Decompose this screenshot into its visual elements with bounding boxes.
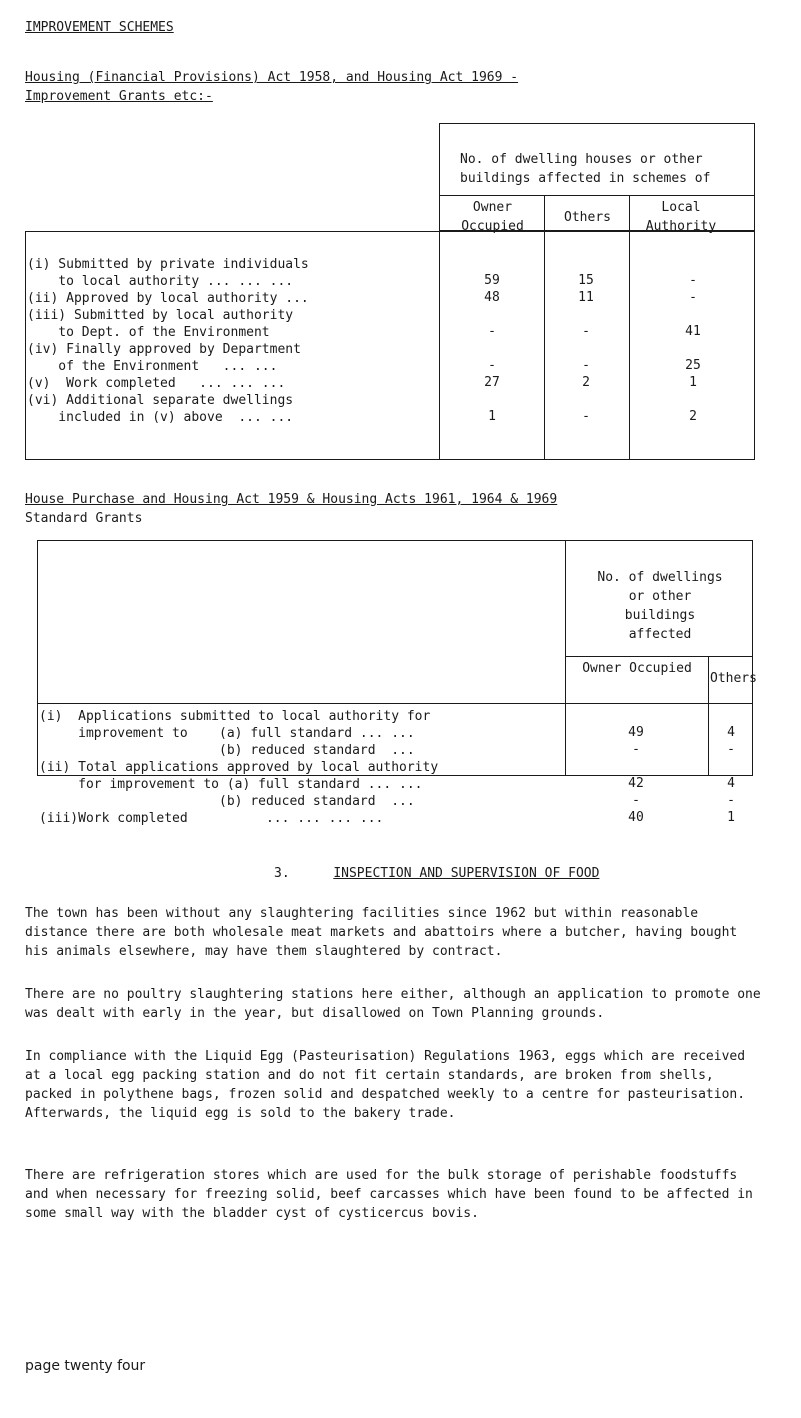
table2-col-owner: Owner Occupied [582, 661, 692, 676]
section3-number: 3. [274, 866, 290, 881]
table1-row-label: (ii) Approved by local authority ... [27, 291, 309, 306]
table1-cell: - [689, 273, 697, 288]
section2-title-line1: House Purchase and Housing Act 1959 & Housing Acts 1961, 1964 & 1969 [25, 492, 558, 507]
table1-cell: 2 [582, 375, 590, 390]
page-heading: IMPROVEMENT SCHEMES [25, 20, 174, 35]
table1-col-owner: Owner Occupied [461, 200, 524, 234]
table1-cell: 1 [488, 409, 496, 424]
table2-cell: 4 [727, 776, 735, 791]
table2-cell: 4 [727, 725, 735, 740]
table1-group-header: No. of dwelling houses or other buildings affected in schemes of [460, 152, 711, 186]
table1-col-local-authority: Local Authority [645, 200, 717, 234]
table1-cell: 25 [685, 358, 701, 373]
table1-col-others: Others [564, 210, 611, 225]
table1-cell: 15 [578, 273, 594, 288]
table1-cell: - [582, 358, 590, 373]
table1-cell: 48 [484, 290, 500, 305]
table1-row-label: (v) Work completed ... ... ... [27, 376, 286, 391]
table1-row-label: (iv) Finally approved by Department of the Environment ... ... [27, 342, 301, 374]
table1-cell: - [488, 324, 496, 339]
table1-cell: 59 [484, 273, 500, 288]
table2-row-label: (iii)Work completed ... ... ... ... [39, 811, 384, 826]
table1-cell: - [488, 358, 496, 373]
paragraph: The town has been without any slaughtering facilities since 1962 but within reasonable distance there are both wholesale meat markets and abattoirs where a butcher, having bought his animals elsewhere, may have them slaughtered by contract. [25, 906, 738, 959]
table2-col-others: Others [710, 671, 757, 686]
table1-cell: 1 [689, 375, 697, 390]
table2-cell: 1 [727, 810, 735, 825]
table1-cell: 27 [484, 375, 500, 390]
section2-title [25, 490, 557, 528]
table2-row-label: (b) reduced standard ... [39, 794, 415, 809]
table2-cell: 42 [628, 776, 644, 791]
table1-row-label: (vi) Additional separate dwellings included in (v) above ... ... [27, 393, 294, 425]
paragraph: In compliance with the Liquid Egg (Pasteurisation) Regulations 1963, eggs which are received at a local egg packing station and do not fit certain standards, are broken from shells, packed in polythene bags, frozen solid and despatched weekly to a centre for pasteurisation. Afterwards, the liquid egg is sold to the bakery trade. [25, 1049, 746, 1121]
section2-title-line2: Standard Grants [25, 511, 143, 526]
table1-cell: 11 [578, 290, 594, 305]
table2-cell: 49 [628, 725, 644, 740]
table2-cell: 40 [628, 810, 644, 825]
table2-cell: - [727, 742, 735, 757]
table1-cell: 41 [685, 324, 701, 339]
table2-cell: - [632, 793, 640, 808]
section1-title-line1: Housing (Financial Provisions) Act 1958, and Housing Act 1969 - [25, 70, 519, 85]
paragraph: There are refrigeration stores which are used for the bulk storage of perishable foodstuffs and when necessary for freezing solid, beef carcasses which have been found to be affected in some small way with the bladder cyst of cysticercus bovis. [25, 1168, 753, 1221]
table1-cell: 2 [689, 409, 697, 424]
table1-row-label: (i) Submitted by private individuals to local authority ... ... ... [27, 257, 309, 289]
section3-heading: INSPECTION AND SUPERVISION OF FOOD [333, 866, 600, 881]
table2-group-header: No. of dwellings or other buildings affected [597, 570, 723, 642]
page-footer: page twenty four [25, 1358, 146, 1374]
section1-title-line2: Improvement Grants etc:- [25, 89, 213, 104]
section3-title [274, 866, 599, 881]
paragraph: There are no poultry slaughtering stations here either, although an application to promote one was dealt with early in the year, but disallowed on Town Planning grounds. [25, 987, 761, 1021]
table1-cell: - [582, 409, 590, 424]
table2-row-label: (i) Applications submitted to local authority for improvement to (a) full standard ... ... [39, 709, 431, 741]
table2-row-label: (ii) Total applications approved by local authority for improvement to (a) full standard ... ... [39, 760, 439, 792]
section1-title [25, 68, 518, 106]
table2-cell: - [632, 742, 640, 757]
table1-row-label: (iii) Submitted by local authority to Dept. of the Environment [27, 308, 294, 340]
table1-cell: - [582, 324, 590, 339]
table1-cell: - [689, 290, 697, 305]
table2-cell: - [727, 793, 735, 808]
table2-row-label: (b) reduced standard ... [39, 743, 415, 758]
